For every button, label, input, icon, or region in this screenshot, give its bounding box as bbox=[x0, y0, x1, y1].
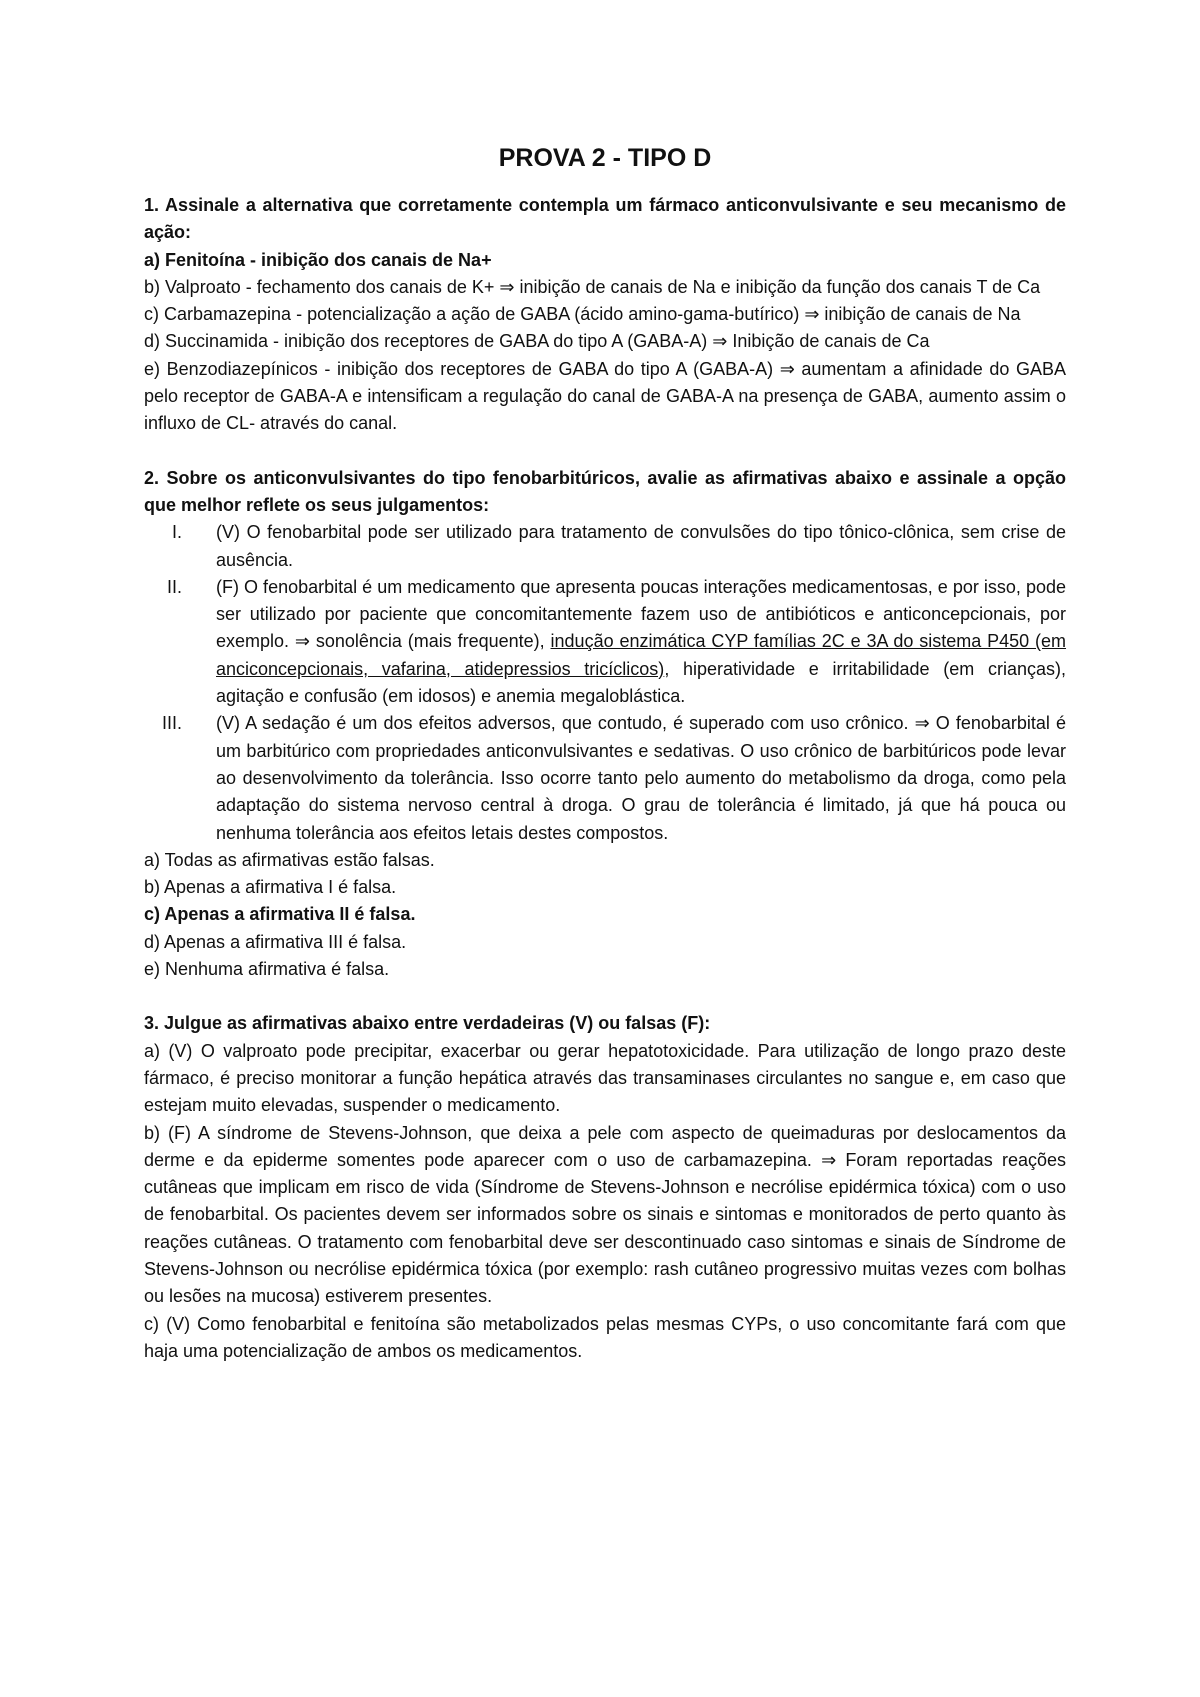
q1-option-a: a) Fenitoína - inibição dos canais de Na+ bbox=[144, 249, 492, 270]
q1-option-d: d) Succinamida - inibição dos receptores de GABA do tipo A (GABA-A) ⇒ Inibição de canais de Ca bbox=[144, 331, 930, 352]
q3-statement-b: b) (F) A síndrome de Stevens-Johnson, que deixa a pele com aspecto de queimaduras por deslocamentos da derme e da epiderme somentes pode aparecer com o uso de carbamazepina. ⇒ Foram reportadas reações cutâneas que implicam em risco de vida (Síndrome de Stevens-Johnson e necrólise epidérmica tóxica) com o uso de fenobarbital. Os pacientes devem ser informados sobre os sinais e sintomas e monitorados de perto quanto às reações cutâneas. O tratamento com fenobarbital deve ser descontinuado caso sintomas e sinais de Síndrome de Stevens-Johnson ou necrólise epidérmica tóxica (por exemplo: rash cutâneo progressivo muitas vezes com bolhas ou lesões na mucosa) estiverem presentes. bbox=[144, 1122, 1066, 1307]
question-3: 3. Julgue as afirmativas abaixo entre verdadeiras (V) ou falsas (F): bbox=[144, 1013, 711, 1034]
statement-text: (F) O fenobarbital é um medicamento que apresenta poucas interações medicamentosas, e por isso, pode ser utilizado por paciente que concomitantemente fazem uso de antibióticos e anticoncepcionais, por exemplo. ⇒ sonolência (mais frequente), bbox=[216, 576, 1066, 652]
page-title: PROVA 2 - TIPO D bbox=[498, 144, 712, 172]
q2-statement-1 bbox=[144, 519, 1066, 574]
question-2: 2. Sobre os anticonvulsivantes do tipo fenobarbitúricos, avalie as afirmativas abaixo e assinale a opção que melhor reflete os seus julgamentos: bbox=[144, 467, 1066, 515]
underlined-text: indução enzimática CYP famílias 2C e 3A do sistema P450 (em anciconcepcionais, vafarina, atidepressios tricíclicos) bbox=[216, 631, 1067, 679]
spacer bbox=[144, 438, 1066, 465]
q2-statement-2 bbox=[144, 574, 1066, 710]
q2-option-d: d) Apenas a afirmativa III é falsa. bbox=[144, 931, 407, 952]
q2-option-e: e) Nenhuma afirmativa é falsa. bbox=[144, 959, 390, 980]
q2-statement-3 bbox=[144, 710, 1066, 846]
statement-text: (V) O fenobarbital pode ser utilizado para tratamento de convulsões do tipo tônico-clônica, sem crise de ausência. bbox=[216, 522, 1066, 570]
roman-numeral: I. bbox=[171, 522, 182, 543]
q3-statement-a: a) (V) O valproato pode precipitar, exacerbar ou gerar hepatotoxicidade. Para utilização de longo prazo deste fármaco, é preciso monitorar a função hepática através das transaminases circulantes no sangue e, em caso que estejam muito elevadas, suspender o medicamento. bbox=[144, 1040, 1066, 1116]
q1-option-b: b) Valproato - fechamento dos canais de K+ ⇒ inibição de canais de Na e inibição da função dos canais T de Ca bbox=[144, 276, 1041, 297]
q2-option-a: a) Todas as afirmativas estão falsas. bbox=[144, 849, 435, 870]
statement-text: (V) A sedação é um dos efeitos adversos, que contudo, é superado com uso crônico. ⇒ O fenobarbital é um barbitúrico com propriedades anticonvulsivantes e sedativas. O uso crônico de barbitúricos pode levar ao desenvolvimento da tolerância. Isso ocorre tanto pelo aumento do metabolismo da droga, como pela adaptação do sistema nervoso central à droga. O grau de tolerância é limitado, já que há pouca ou nenhuma tolerância aos efeitos letais destes compostos. bbox=[216, 713, 1066, 843]
q1-option-c: c) Carbamazepina - potencialização a ação de GABA (ácido amino-gama-butírico) ⇒ inibição de canais de Na bbox=[144, 304, 1021, 325]
document-page bbox=[144, 140, 1066, 1365]
spacer bbox=[144, 983, 1066, 1010]
question-1: 1. Assinale a alternativa que corretamente contempla um fármaco anticonvulsivante e seu mecanismo de ação: bbox=[144, 195, 1066, 243]
statement-text-end: , hiperatividade e irritabilidade (em crianças), agitação e confusão (em idosos) e anemia megaloblástica. bbox=[216, 658, 1066, 707]
q3-statement-c: c) (V) Como fenobarbital e fenitoína são metabolizados pelas mesmas CYPs, o uso concomitante fará com que haja uma potencialização de ambos os medicamentos. bbox=[144, 1313, 1066, 1361]
q2-option-b: b) Apenas a afirmativa I é falsa. bbox=[144, 877, 397, 898]
roman-numeral: II. bbox=[166, 576, 182, 597]
roman-numeral: III. bbox=[161, 713, 182, 734]
q1-option-e: e) Benzodiazepínicos - inibição dos receptores de GABA do tipo A (GABA-A) ⇒ aumentam a afinidade do GABA pelo receptor de GABA-A e intensificam a regulação do canal de GABA-A na presença de GABA, aumento assim o influxo de CL- através do canal. bbox=[144, 358, 1066, 434]
q2-option-c: c) Apenas a afirmativa II é falsa. bbox=[144, 904, 416, 925]
